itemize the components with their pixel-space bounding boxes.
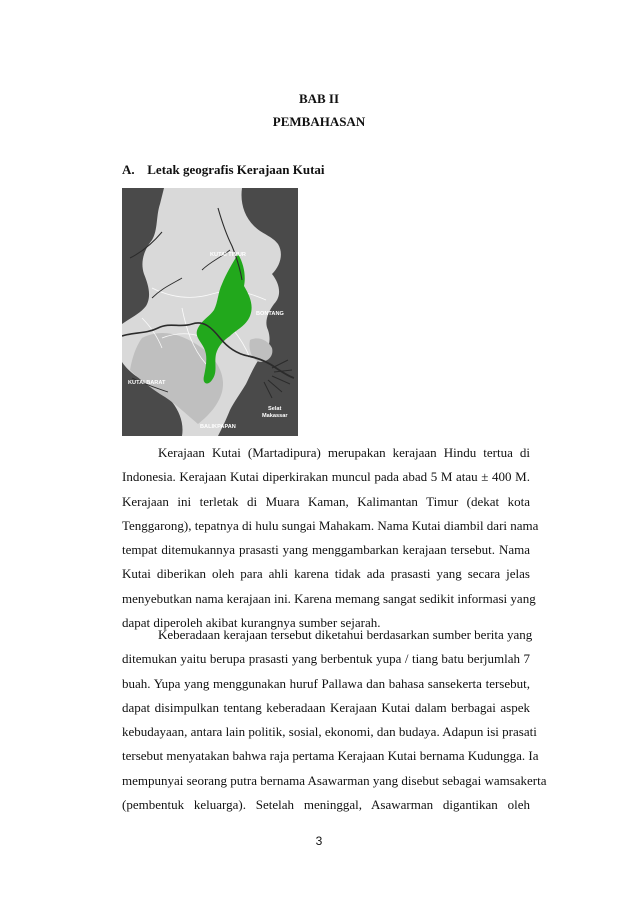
map-label-bontang: BONTANG (256, 311, 284, 317)
paragraph-line: tersebut menyatakan bahwa raja pertama Kerajaan Kutai bernama Kudungga. Ia (122, 748, 539, 764)
paragraph-line: Kerajaan ini terletak di Muara Kaman, Kalimantan Timur (dekat kota (122, 493, 530, 509)
map-label-balikpapan: BALIKPAPAN (200, 424, 236, 430)
paragraph-line: Keberadaan kerajaan tersebut diketahui berdasarkan sumber berita yang (158, 627, 533, 642)
paragraph-line: dapat disimpulkan tentang keberadaan Kerajaan Kutai dalam berbagai aspek (122, 699, 530, 715)
paragraph-line: Kerajaan Kutai (Martadipura) merupakan kerajaan Hindu tertua di (158, 445, 530, 460)
chapter-title: PEMBAHASAN (272, 114, 366, 129)
paragraph-line: (pembentuk keluarga). Setelah meninggal, Asawarman digantikan oleh (122, 797, 530, 813)
paragraph-line: Kutai diberikan oleh para ahli karena tidak ada prasasti yang secara jelas (122, 566, 530, 582)
page-number: 3 (315, 834, 323, 848)
map-label-kutai-timur: KUTAI TIMUR (210, 252, 246, 258)
kutai-map-figure (122, 188, 298, 436)
paragraph-line: mempunyai seorang putra bernama Asawarman yang disebut sebagai wamsakerta (122, 772, 547, 788)
paragraph-line: buah. Yupa yang menggunakan huruf Pallawa dan bahasa sansekerta tersebut, (122, 675, 530, 691)
paragraph-line: Tenggarong), tepatnya di hulu sungai Mahakam. Nama Kutai diambil dari nama (122, 517, 539, 533)
map-label-selat: Selat (268, 406, 282, 412)
paragraph-line: tempat ditemukannya prasasti yang menggambarkan kerajaan tersebut. Nama (122, 542, 530, 558)
paragraph-2 (122, 623, 547, 817)
section-heading (122, 162, 325, 178)
kutai-map-svg (122, 188, 298, 436)
paragraph-line: menyebutkan nama kerajaan ini. Karena memang sangat sedikit informasi yang (122, 590, 536, 606)
chapter-heading: BAB II (298, 91, 340, 106)
section-number: A. (122, 162, 135, 177)
map-label-makassar: Makassar (262, 413, 288, 419)
paragraph-line: dapat diperoleh akibat kurangnya sumber sejarah. (122, 615, 381, 631)
paragraph-line: ditemukan yaitu berupa prasasti yang berbentuk yupa / tiang batu berjumlah 7 (122, 651, 530, 667)
map-label-kutai-barat: KUTAI BARAT (128, 380, 166, 386)
paragraph-1 (122, 441, 539, 635)
paragraph-line: Indonesia. Kerajaan Kutai diperkirakan muncul pada abad 5 M atau ± 400 M. (122, 469, 530, 485)
paragraph-line: kebudayaan, antara lain politik, sosial, ekonomi, dan budaya. Adapun isi prasati (122, 724, 537, 740)
section-title: Letak geografis Kerajaan Kutai (147, 162, 325, 177)
